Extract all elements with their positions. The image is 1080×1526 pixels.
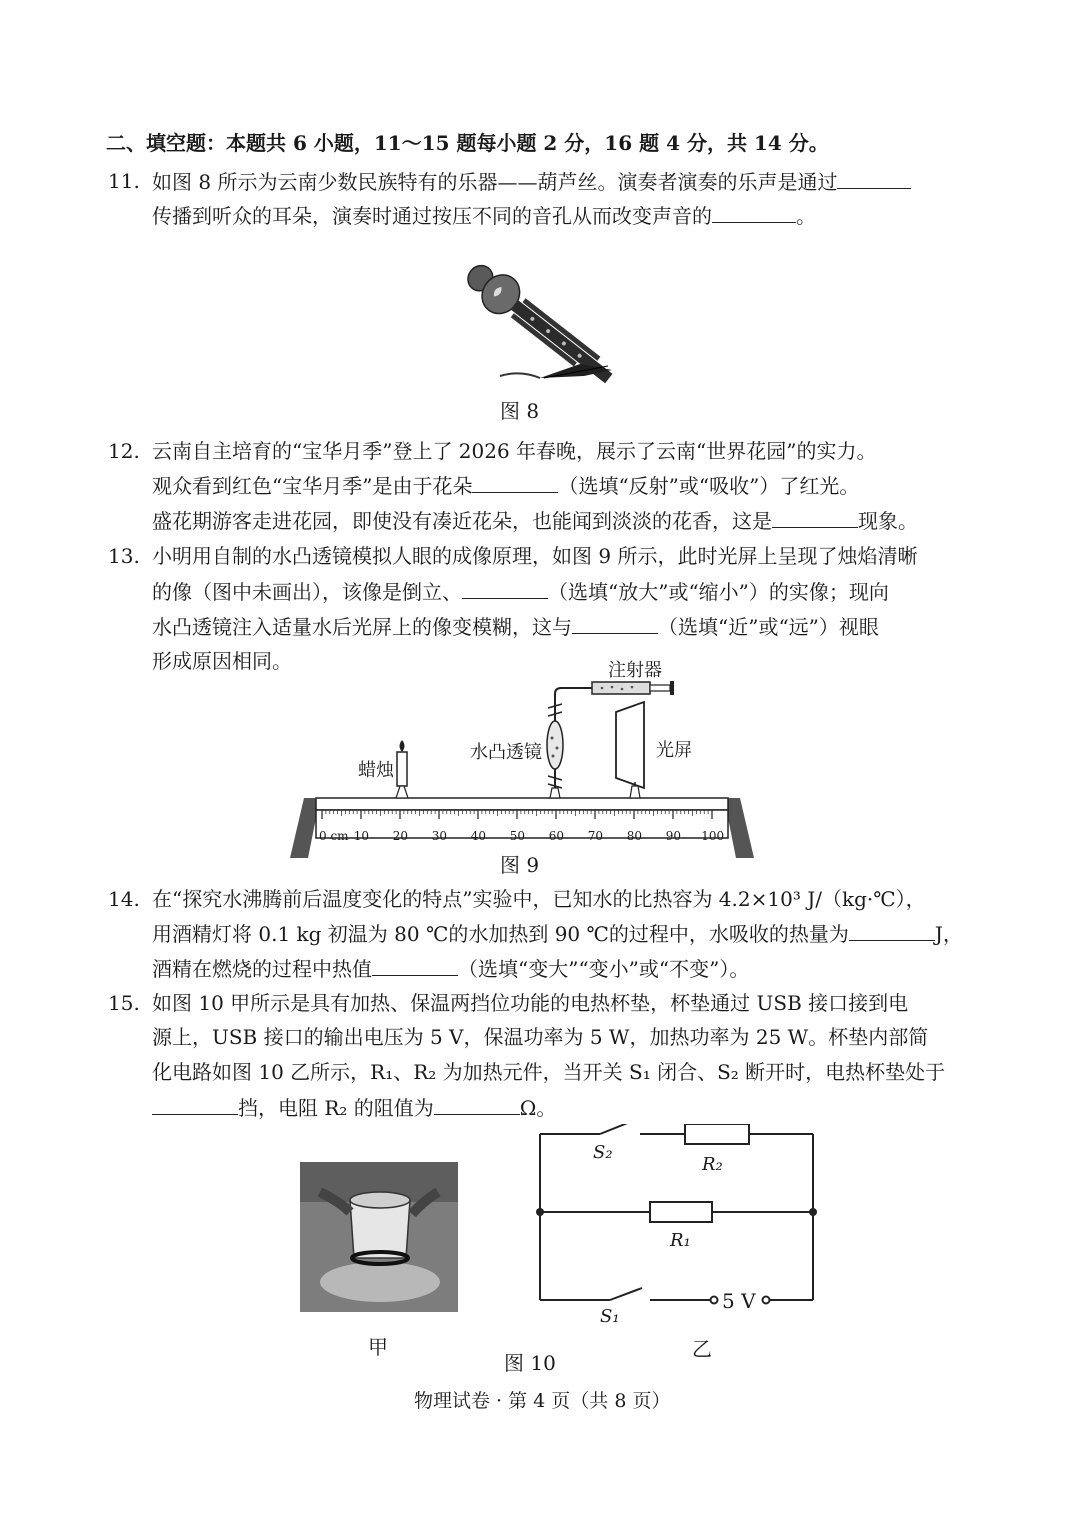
- source-voltage-label: 5 V: [722, 1289, 756, 1313]
- q11-line2-end: 。: [796, 204, 816, 228]
- s1-label: S₁: [600, 1306, 620, 1327]
- q11-number: 11.: [108, 169, 140, 193]
- photo-caption: 甲: [368, 1335, 388, 1359]
- scale-label: 90: [665, 829, 682, 843]
- q14-line2-end: J，: [934, 922, 963, 946]
- q15-line4-text: 挡，电阻 R₂ 的阻值为: [238, 1096, 434, 1120]
- q11-blank-1[interactable]: [837, 166, 911, 189]
- q13-blank-1[interactable]: [462, 576, 548, 599]
- q14-line2: [152, 918, 963, 949]
- q13-line2-end: （选填“放大”或“缩小”）的实像；现向: [548, 580, 889, 604]
- scale-label: 40: [470, 829, 487, 843]
- cup-mat-photo-drawing: [300, 1162, 458, 1312]
- figure-9-caption: 图 9: [500, 853, 540, 877]
- q12-line3-end: 现象。: [858, 509, 918, 533]
- q12-line3: [152, 505, 918, 536]
- q13-line3: [152, 611, 879, 642]
- q15-line4-end: Ω。: [519, 1096, 557, 1120]
- q13-line1: 小明用自制的水凸透镜模拟人眼的成像原理，如图 9 所示，此时光屏上呈现了烛焰清晰: [152, 544, 918, 568]
- scale-label: 20: [392, 829, 409, 843]
- q14-line1: 在“探究水沸腾前后温度变化的特点”实验中，已知水的比热容为 4.2×10³ J/（kg·℃），: [152, 887, 926, 911]
- q14-blank-2[interactable]: [372, 953, 458, 976]
- q13-blank-2[interactable]: [572, 611, 658, 634]
- page-footer: 物理试卷 · 第 4 页（共 8 页）: [414, 1390, 671, 1412]
- scale-label: 70: [587, 829, 604, 843]
- q11-line2-text: 传播到听众的耳朵，演奏时通过按压不同的音孔从而改变声音的: [152, 204, 712, 228]
- q14-line2-text: 用酒精灯将 0.1 kg 初温为 80 ℃的水加热到 90 ℃的过程中，水吸收的热量为: [152, 922, 849, 946]
- q12-number: 12.: [108, 439, 140, 463]
- q12-blank-2[interactable]: [772, 505, 858, 528]
- q13-number: 13.: [108, 544, 140, 568]
- circuit-caption: 乙: [692, 1337, 712, 1361]
- q12-blank-1[interactable]: [472, 470, 558, 493]
- q12-line3-text: 盛花期游客走进花园，即使没有凑近花朵，也能闻到淡淡的花香，这是: [152, 509, 772, 533]
- r2-label: R₂: [702, 1154, 723, 1175]
- q15-line3: 化电路如图 10 乙所示，R₁、R₂ 为加热元件，当开关 S₁ 闭合、S₂ 断开时，电热杯垫处于: [152, 1060, 946, 1084]
- q12-line2-text: 观众看到红色“宝华月季”是由于花朵: [152, 474, 473, 498]
- circuit-diagram: [530, 1124, 830, 1313]
- figure-10-caption: 图 10: [504, 1351, 556, 1375]
- q14-line3: [152, 953, 749, 984]
- syringe-label: 注射器: [608, 660, 662, 681]
- q14-blank-1[interactable]: [849, 918, 935, 941]
- q15-line2: 源上，USB 接口的输出电压为 5 V，保温功率为 5 W，加热功率为 25 W。杯垫内部简: [152, 1025, 929, 1049]
- q12-line2: [152, 470, 859, 501]
- q14-number: 14.: [108, 887, 140, 911]
- s2-label: S₂: [593, 1142, 613, 1163]
- cup-mat-photo: [300, 1162, 458, 1312]
- q13-line2: [152, 576, 889, 607]
- screen-label: 光屏: [656, 740, 692, 761]
- candle-label: 蜡烛: [358, 760, 394, 781]
- scale-label: 0 cm: [319, 829, 349, 843]
- q12-line1: 云南自主培育的“宝华月季”登上了 2026 年春晚，展示了云南“世界花园”的实力。: [152, 439, 877, 463]
- lens-label: 水凸透镜: [470, 742, 542, 763]
- q15-number: 15.: [108, 991, 140, 1015]
- scale-label: 100: [701, 829, 725, 843]
- q13-line4: 形成原因相同。: [152, 649, 292, 673]
- q11-line1: [152, 166, 911, 197]
- q13-line2-text: 的像（图中未画出），该像是倒立、: [152, 580, 462, 604]
- q11-blank-2[interactable]: [712, 200, 796, 223]
- q11-line2: [152, 200, 816, 231]
- hulusi-image: [440, 240, 620, 394]
- q13-line3-end: （选填“近”或“远”）视眼: [658, 615, 879, 639]
- scale-label: 10: [353, 829, 370, 843]
- q15-line1: 如图 10 甲所示是具有加热、保温两挡位功能的电热杯垫，杯垫通过 USB 接口接到电: [152, 991, 909, 1015]
- q14-line3-end: （选填“变大”“变小”或“不变”）。: [458, 957, 750, 981]
- scale-label: 60: [548, 829, 565, 843]
- r1-label: R₁: [670, 1230, 691, 1251]
- q15-line4: [152, 1092, 556, 1123]
- q14-line3-text: 酒精在燃烧的过程中热值: [152, 957, 372, 981]
- figure-8-caption: 图 8: [500, 399, 540, 423]
- section-heading: 二、填空题：本题共 6 小题，11～15 题每小题 2 分，16 题 4 分，共 14 分。: [106, 131, 829, 155]
- scale-label: 80: [626, 829, 643, 843]
- q15-blank-2[interactable]: [434, 1092, 520, 1115]
- scale-label: 30: [431, 829, 448, 843]
- q12-line2-end: （选填“反射”或“吸收”）了红光。: [558, 474, 860, 498]
- q15-blank-1[interactable]: [152, 1092, 238, 1115]
- q11-line1-text: 如图 8 所示为云南少数民族特有的乐器——葫芦丝。演奏者演奏的乐声是通过: [152, 170, 838, 194]
- q13-line3-text: 水凸透镜注入适量水后光屏上的像变模糊，这与: [152, 615, 572, 639]
- scale-label: 50: [509, 829, 526, 843]
